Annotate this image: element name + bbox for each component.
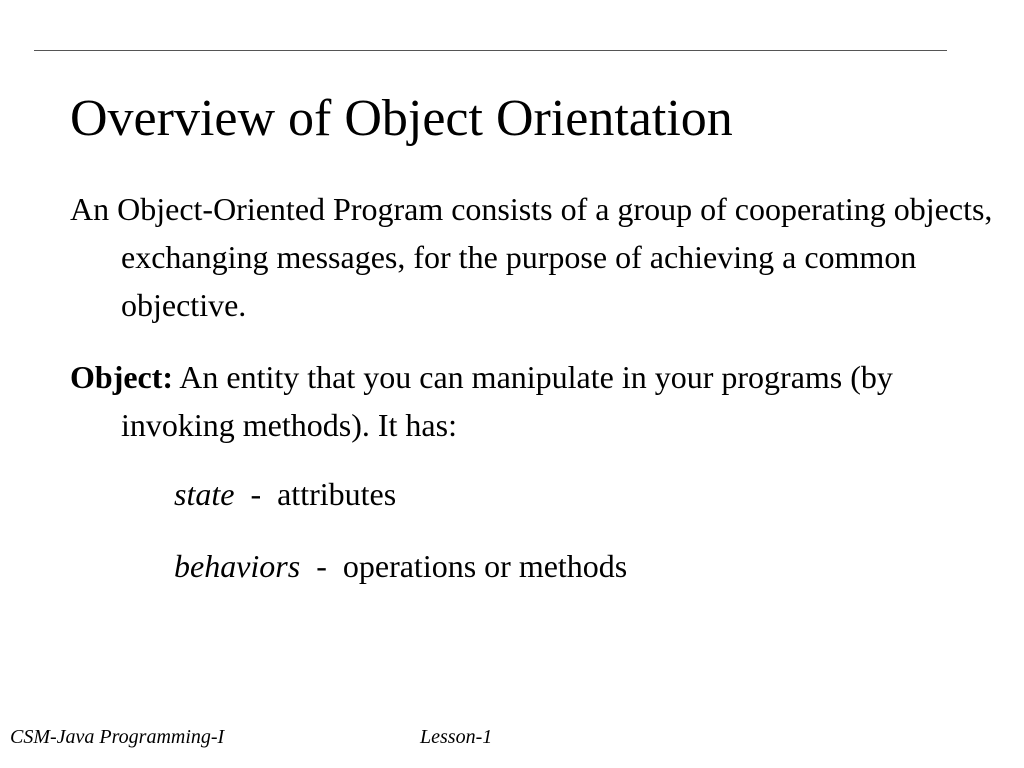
object-definition-text: An entity that you can manipulate in your programs (by invoking methods). It has: (121, 359, 893, 443)
property-separator: - (300, 548, 343, 584)
top-divider (34, 50, 947, 51)
object-term: Object: (70, 359, 174, 395)
property-description: operations or methods (342, 548, 628, 584)
property-item-state (174, 474, 396, 514)
slide-title: Overview of Object Orientation (70, 90, 733, 147)
footer-lesson: Lesson-1 (420, 726, 493, 748)
object-definition (70, 353, 1001, 449)
property-item-behaviors (174, 546, 627, 586)
property-separator: - (234, 476, 278, 512)
property-description: attributes (277, 476, 397, 512)
intro-paragraph: An Object-Oriented Program consists of a group of cooperating objects, exchanging messages, for the purpose of achieving a common objective. (70, 191, 993, 323)
footer-course: CSM-Java Programming-I (10, 726, 225, 748)
property-term: state (174, 476, 235, 512)
property-term: behaviors (174, 548, 301, 584)
